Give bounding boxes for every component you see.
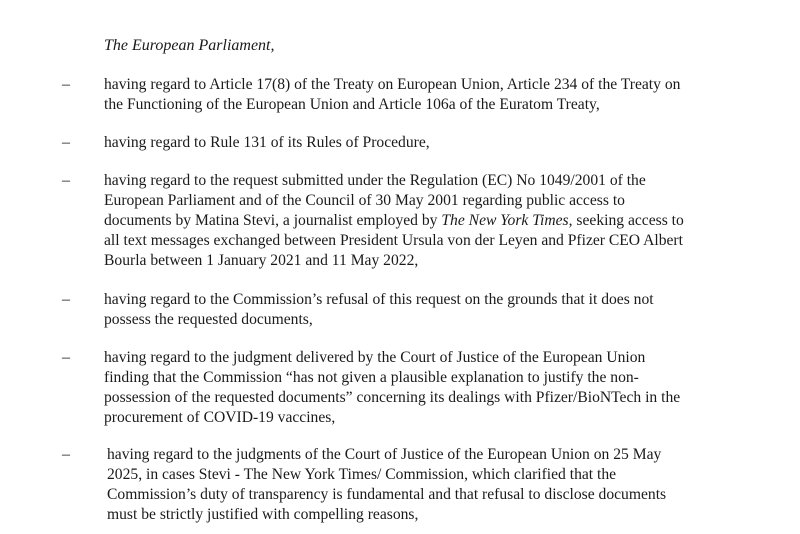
list-dash: – [62, 134, 70, 151]
text-line: Bourla between 1 January 2021 and 11 May 2022, [104, 252, 419, 269]
list-dash: – [62, 349, 70, 366]
text-segment: documents by Matina Stevi, a journalist employed by [104, 212, 442, 229]
text-line: having regard to the Commission’s refusal of this request on the grounds that it does not [104, 291, 654, 308]
text-line: having regard to Article 17(8) of the Treaty on European Union, Article 234 of the Treaty on [104, 76, 681, 93]
text-line: procurement of COVID-19 vaccines, [104, 409, 336, 426]
text-line: possession of the requested documents” concerning its dealings with Pfizer/BioNTech in the [104, 389, 681, 406]
citation-text [104, 75, 744, 115]
text-line: Commission’s duty of transparency is fundamental and that refusal to disclose documents [107, 486, 667, 503]
text-line: having regard to the judgment delivered by the Court of Justice of the European Union [104, 349, 646, 366]
text-line: possess the requested documents, [104, 311, 313, 328]
list-dash: – [62, 446, 70, 463]
text-segment: , seeking access to [568, 212, 684, 229]
text-line: having regard to the request submitted under the Regulation (EC) No 1049/2001 of the [104, 172, 646, 189]
document-heading: The European Parliament, [104, 37, 275, 54]
text-line: all text messages exchanged between President Ursula von der Leyen and Pfizer CEO Albert [104, 232, 683, 249]
text-line: European Parliament and of the Council of 30 May 2001 regarding public access to [104, 192, 625, 209]
newspaper-title: The New York Times [441, 212, 569, 229]
list-dash: – [62, 172, 70, 189]
citation-text [104, 348, 744, 428]
text-line: 2025, in cases Stevi - The New York Times/ Commission, which clarified that the [107, 466, 617, 483]
citation-text [104, 133, 744, 153]
text-line: the Functioning of the European Union and Article 106a of the Euratom Treaty, [104, 96, 600, 113]
citation-text [104, 290, 744, 330]
text-line: finding that the Commission “has not given a plausible explanation to justify the non- [104, 369, 639, 386]
text-line: having regard to the judgments of the Court of Justice of the European Union on 25 May [107, 446, 662, 463]
citation-text [107, 445, 747, 525]
text-line [104, 211, 744, 231]
text-line: must be strictly justified with compelling reasons, [107, 506, 419, 523]
text-line: having regard to Rule 131 of its Rules of Procedure, [104, 134, 430, 151]
list-dash: – [62, 76, 70, 93]
citation-text [104, 171, 744, 271]
list-dash: – [62, 291, 70, 308]
